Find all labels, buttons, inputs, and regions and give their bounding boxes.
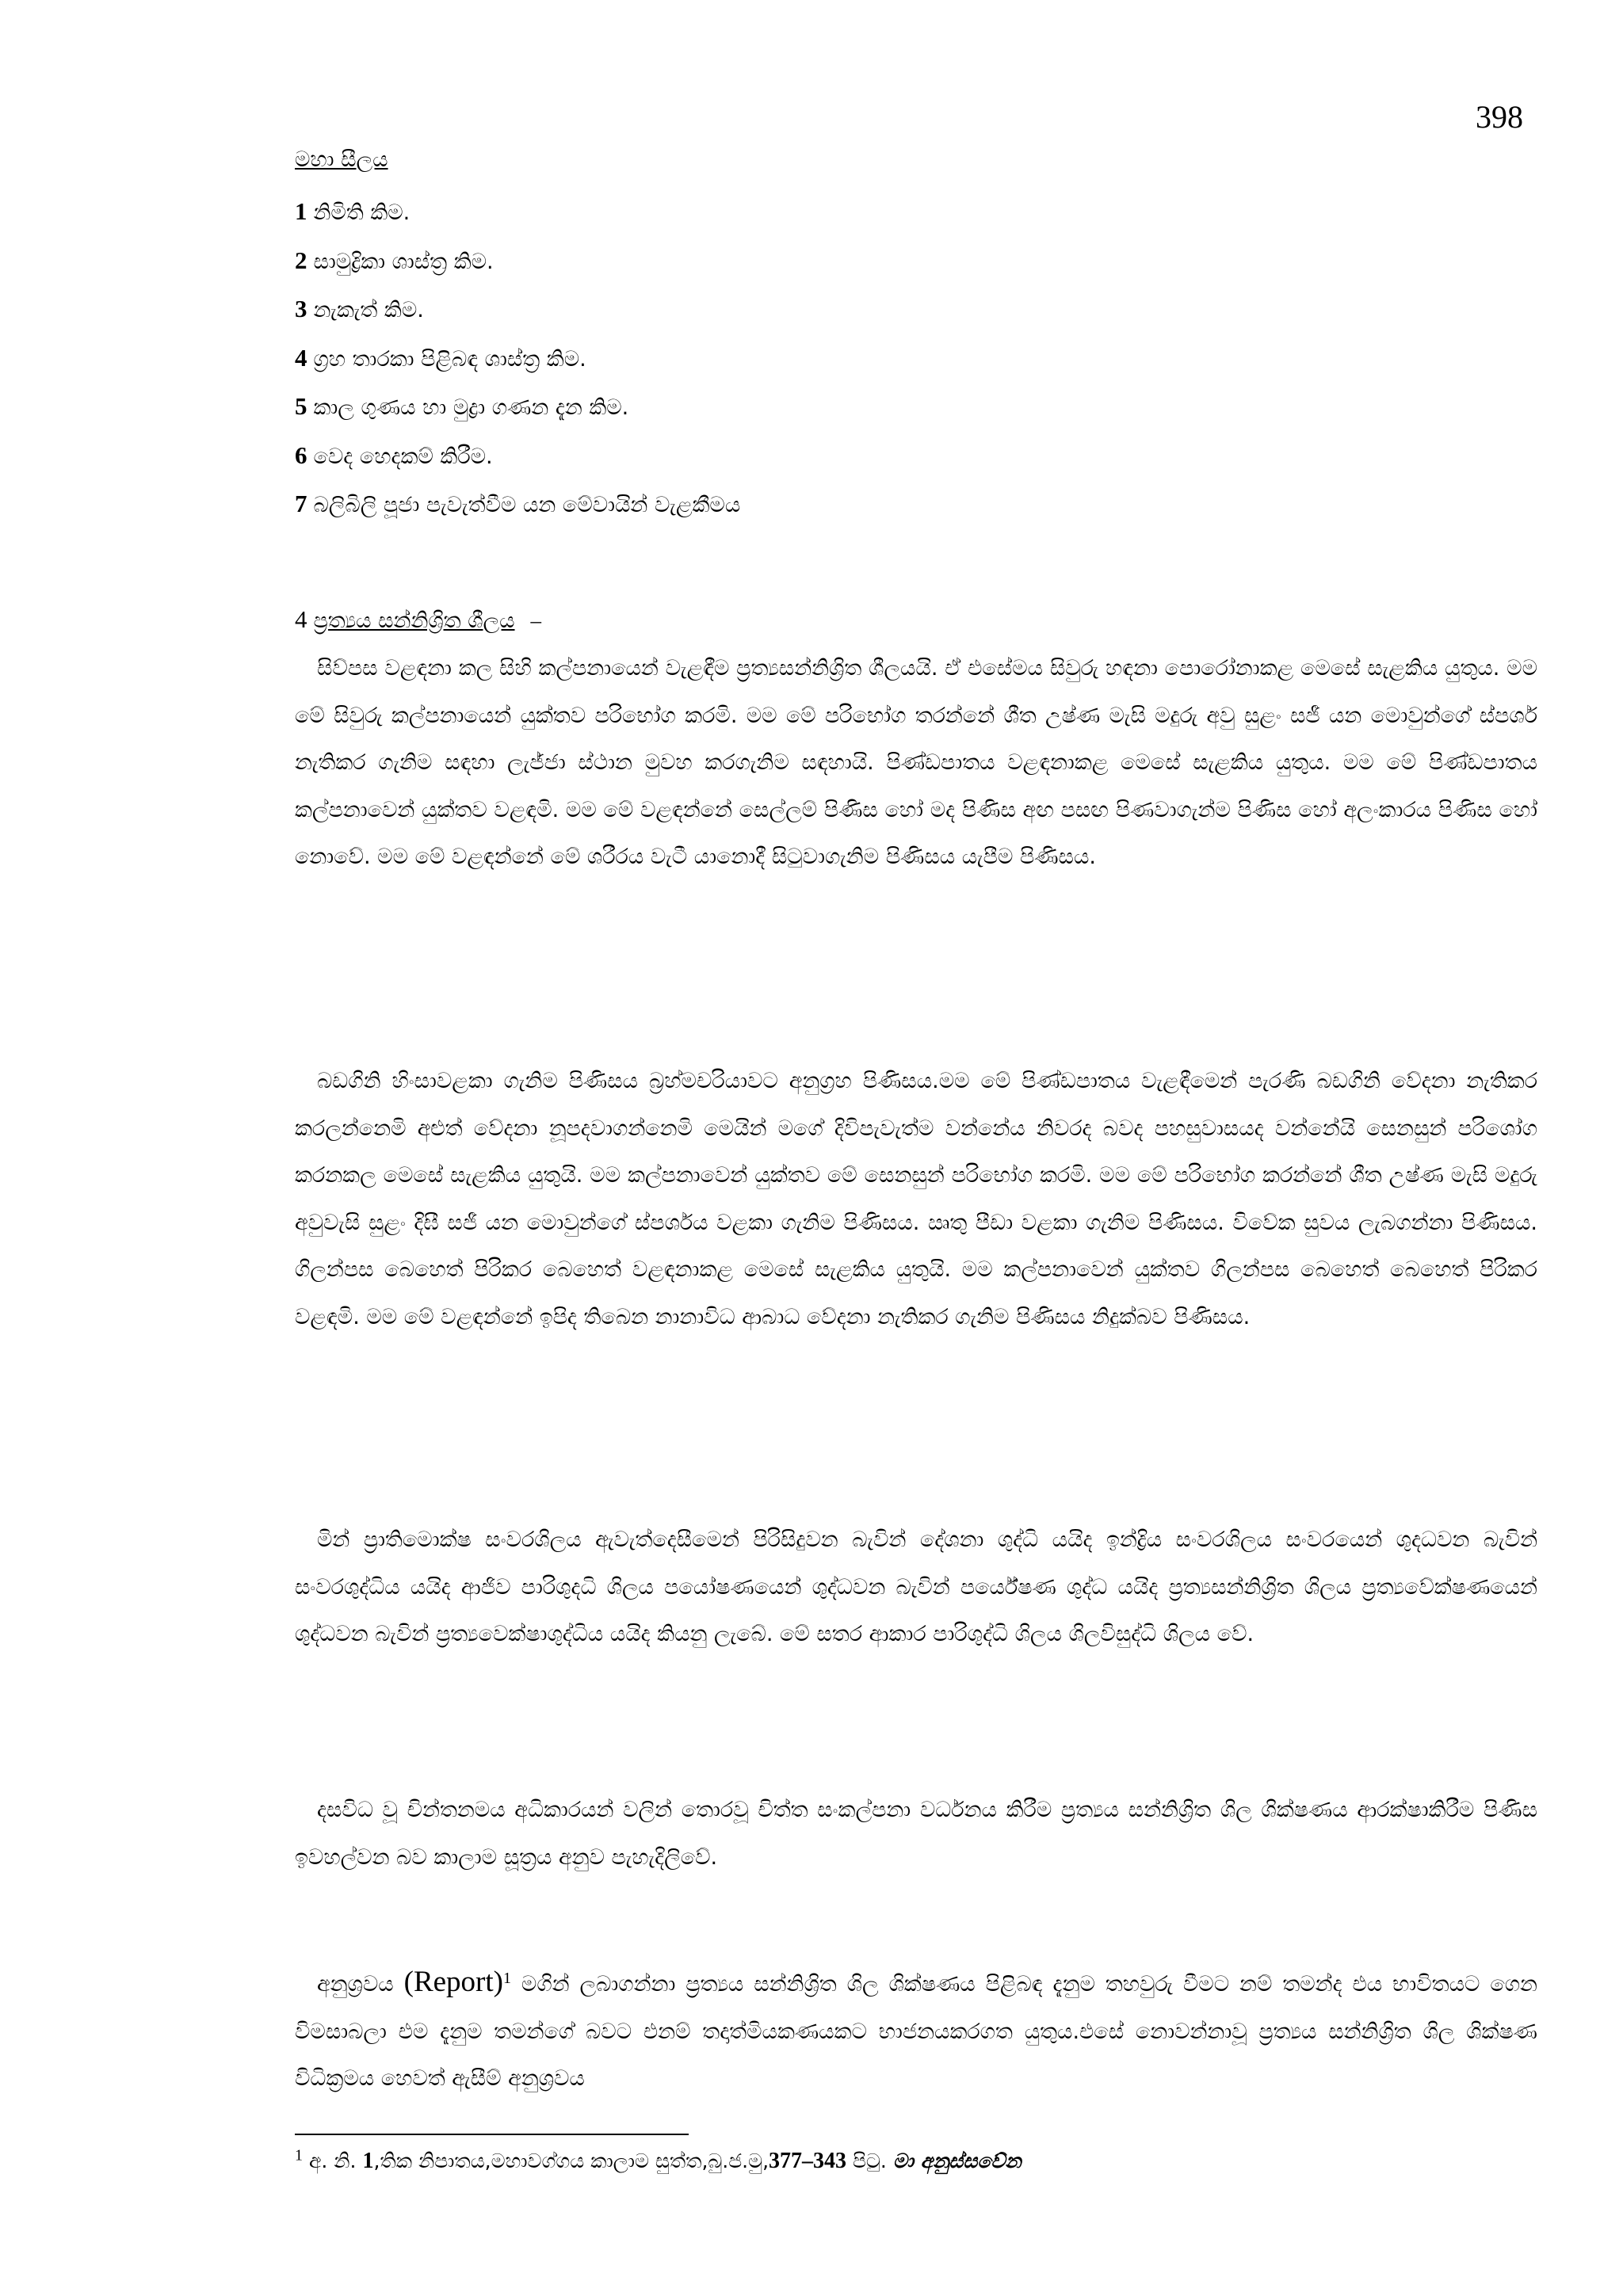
- paragraph-5-rest: මගින් ලබාගන්නා ප්‍රත්‍යය සන්නිශ්‍රිත ශිල ශික්ෂණය පිළිබඳ දැනුම තහවුරු වීමට නම් තමන්ද එය භාවිතයට ගෙන විමසාබලා එම දැනුම තමන්ගේ බවට එනම් තදාත්මියකණයකට භාජනයකරගත යුතුය.එසේ නොවන්නාවූ ප්‍රත්‍යය සන්නිශ්‍රිත ශිල ශික්ෂණ විධික්‍රමය හෙවත් ඇසීම් අනුශ්‍රවය: [295, 1972, 1537, 2091]
- list-item: [295, 334, 740, 383]
- list-item-number: 4: [295, 343, 307, 372]
- paragraph-1: සිව්පස වළඳනා කල සිහි කල්පනායෙන් වැළඳීම ප්‍රත්‍යසන්නිශ්‍රිත ශීලයයි. ඒ එසේමය සිවුරු හඳනා පොරෝනාකළ මෙසේ සැළකිය යුතුය. මම මේ සිවුරු කල්පනායෙන් යුක්තව පරිභෝග කරමි. මම මේ පරිභෝග තරන්නේ ශීත උෂ්ණ මැසි මදුරු අවු සුළං සජී යන මොවුන්ගේ ස්පර්ශ නැතිකර ගැනිම සඳහා ලැජ්ජා ස්ථාන මුවහ කරගැනිම සඳහායි. පිණ්ඩපාතය වළඳනාකළ මෙසේ සැළකිය යුතුය. මම මේ පිණ්ඩපාතය කල්පනාවෙන් යුක්තව වළඳමි. මම මේ වළඳන්නේ සෙල්ලම් පිණිස හෝ මද පිණිස අඟ පසඟ පිණවාගැන්ම පිණිස හෝ අලංකාරය පිණිස හෝ නොවේ. මම මේ වළඳන්නේ මේ ශරීරය වැටී යානොදී සිටුවාගැනිම පිණිසය යැපීම පිණිසය.: [295, 656, 1537, 869]
- footnote-separator: [295, 2134, 689, 2135]
- report-term: (Report): [403, 1966, 503, 1998]
- footnote: [295, 2144, 1022, 2179]
- list-item-number: 6: [295, 441, 307, 469]
- paragraph-4: දසවිධ වූ චින්තනමය අධිකාරයන් වලින් තොරවූ චිත්ත සංකල්පනා වර්ධනය කිරීම ප්‍රත්‍යය සන්නිශ්‍රිත ශිල ශික්ෂණය ආරක්ෂාකිරීම පිණිස ඉවහල්වන බව කාලාම සූත්‍රය අනුව පැහැදිලිවේ.: [295, 1798, 1537, 1870]
- footnote-pages: 377–343: [769, 2149, 847, 2173]
- list-item-text: සාමුද්‍රිකා ශාස්ත්‍ර කිම.: [313, 249, 494, 274]
- maha-silaya-list: [295, 133, 740, 528]
- list-heading: මහා සීලය: [295, 147, 388, 172]
- list-item: [295, 382, 740, 431]
- paragraph-2: බඩගිනි හිංසාවළකා ගැනිම පිණිසය බ්‍රහ්මචරියාවට අනුග්‍රහ පිණිසය.මම මේ පිණ්ඩපාතය වැළඳීමෙන් පැරණි බඩගිනි වේදනා නැතිකර කරලන්නෙමි අළුත් වේදනා නූපදවාගන්නෙමි මෙයින් මගේ දිවිපැවැත්ම වන්නේය නිවරද බවද පහසුවාසයද වන්නේයි සෙනසුන් පරිශෝග කරනකල මෙසේ සැළකිය යුතුයි. මම කල්පනාවෙන් යුක්තව මේ සෙනසුන් පරිභෝග කරමි. මම මේ පරිභෝග කරන්නේ ශීත උෂ්ණ මැසි මදුරු අවුවැසි සුළං දිඝී සජී යන මොවුන්ගේ ස්පර්ශය වළකා ගැනිම පිණිසය. ඍතු පීඩා වළකා ගැනිම පිණිසය. විවේක සුවය ලැබගන්නා පිණිසය. ගිලන්පස බෙහෙත් පිරිකර බෙහෙත් වළඳනාකළ මෙසේ සැළකිය යුතුයි. මම කල්පනාවෙන් යුක්තව ගිලන්පස බෙහෙත් බෙහෙත් පිරිකර වළඳමි. මම මේ වළඳන්නේ ඉපිද තිබෙන නානාවිධ ආබාධ වේදනා නැතිකර ගැනිම පිණිසය නිදුක්බව පිණිසය.: [295, 1069, 1537, 1329]
- list-item: [295, 479, 740, 528]
- list-item-text: ග්‍රහ තාරකා පිළිබඳ ශාස්ත්‍ර කිම.: [313, 346, 586, 372]
- section-heading: [295, 596, 541, 645]
- paragraph-5-start: අනුශ්‍රවය: [317, 1972, 394, 1997]
- section-number: 4: [295, 605, 307, 633]
- list-item-number: 1: [295, 197, 307, 225]
- paragraph-3: මින් ප්‍රාතිමොක්ෂ සංවරශිලය ඇවැත්දෙසීමෙන් පිරිසිදුවන බැවින් දේශනා ශුද්ධි යයිද ඉන්ද්‍රිය සංවරශිලය සංවරයෙන් ශුදධවන බැවින් සංවරශුද්ධිය යයිද ආජිව පාරිශුදධි ශිලය පයෝෂණයෙන් ශුද්ධවන බැවින් පර්යේෂණ ශුද්ධ යයිද ප්‍රත්‍යසන්නිශ්‍රිත ශිලය ප්‍රත්‍යවේක්ෂණයෙන් ශුද්ධවන බැවින් ප්‍රත්‍යවෙක්ෂාශුද්ධිය යයිද කියනු ලැබේ. මේ සතර ආකාර පාරිශුද්ධි ශිලය ශිලවිසුද්ධි ශිලය වේ.: [295, 1527, 1537, 1646]
- list-item: [295, 431, 740, 480]
- section-dash: –: [530, 608, 542, 632]
- page-number: 398: [1476, 99, 1523, 135]
- list-item-text: කාල ගුණය හා මුද්‍රා ගණන දැන කිම.: [313, 395, 629, 420]
- list-item-number: 5: [295, 392, 307, 420]
- footnote-volume: 1: [362, 2149, 374, 2173]
- list-item-number: 7: [295, 490, 307, 517]
- footnote-emphasis: මා අනුස්සවේන: [892, 2149, 1022, 2172]
- list-item: [295, 284, 740, 334]
- list-item-text: නිමිති කිම.: [313, 200, 411, 225]
- list-item-text: බලිබිලි පූජා පැවැත්වීම යන මේවායින් වැළකීමය: [313, 493, 741, 517]
- footnote-marker: 1: [295, 2146, 303, 2164]
- paragraph-5: [295, 1958, 1537, 2103]
- list-item: [295, 236, 740, 285]
- footnote-text-b: ,තික නිපාතය,මහාවග්ගය කාලාම සුත්ත,බු.ජ.මු,: [373, 2149, 769, 2172]
- list-item-number: 3: [295, 295, 307, 322]
- list-item: [295, 187, 740, 236]
- footnote-ref: 1: [502, 1970, 511, 1987]
- list-item-text: නැකැත් කිම.: [313, 298, 424, 322]
- footnote-text-c: පිටු.: [846, 2149, 893, 2172]
- list-item-text: වෙද හෙදකම් කිරීම.: [313, 444, 493, 469]
- footnote-text-a: අ. නි.: [308, 2149, 363, 2172]
- list-item-number: 2: [295, 246, 307, 274]
- section-title: ප්‍රත්‍යය සන්නිශ්‍රිත ශීලය: [313, 608, 515, 633]
